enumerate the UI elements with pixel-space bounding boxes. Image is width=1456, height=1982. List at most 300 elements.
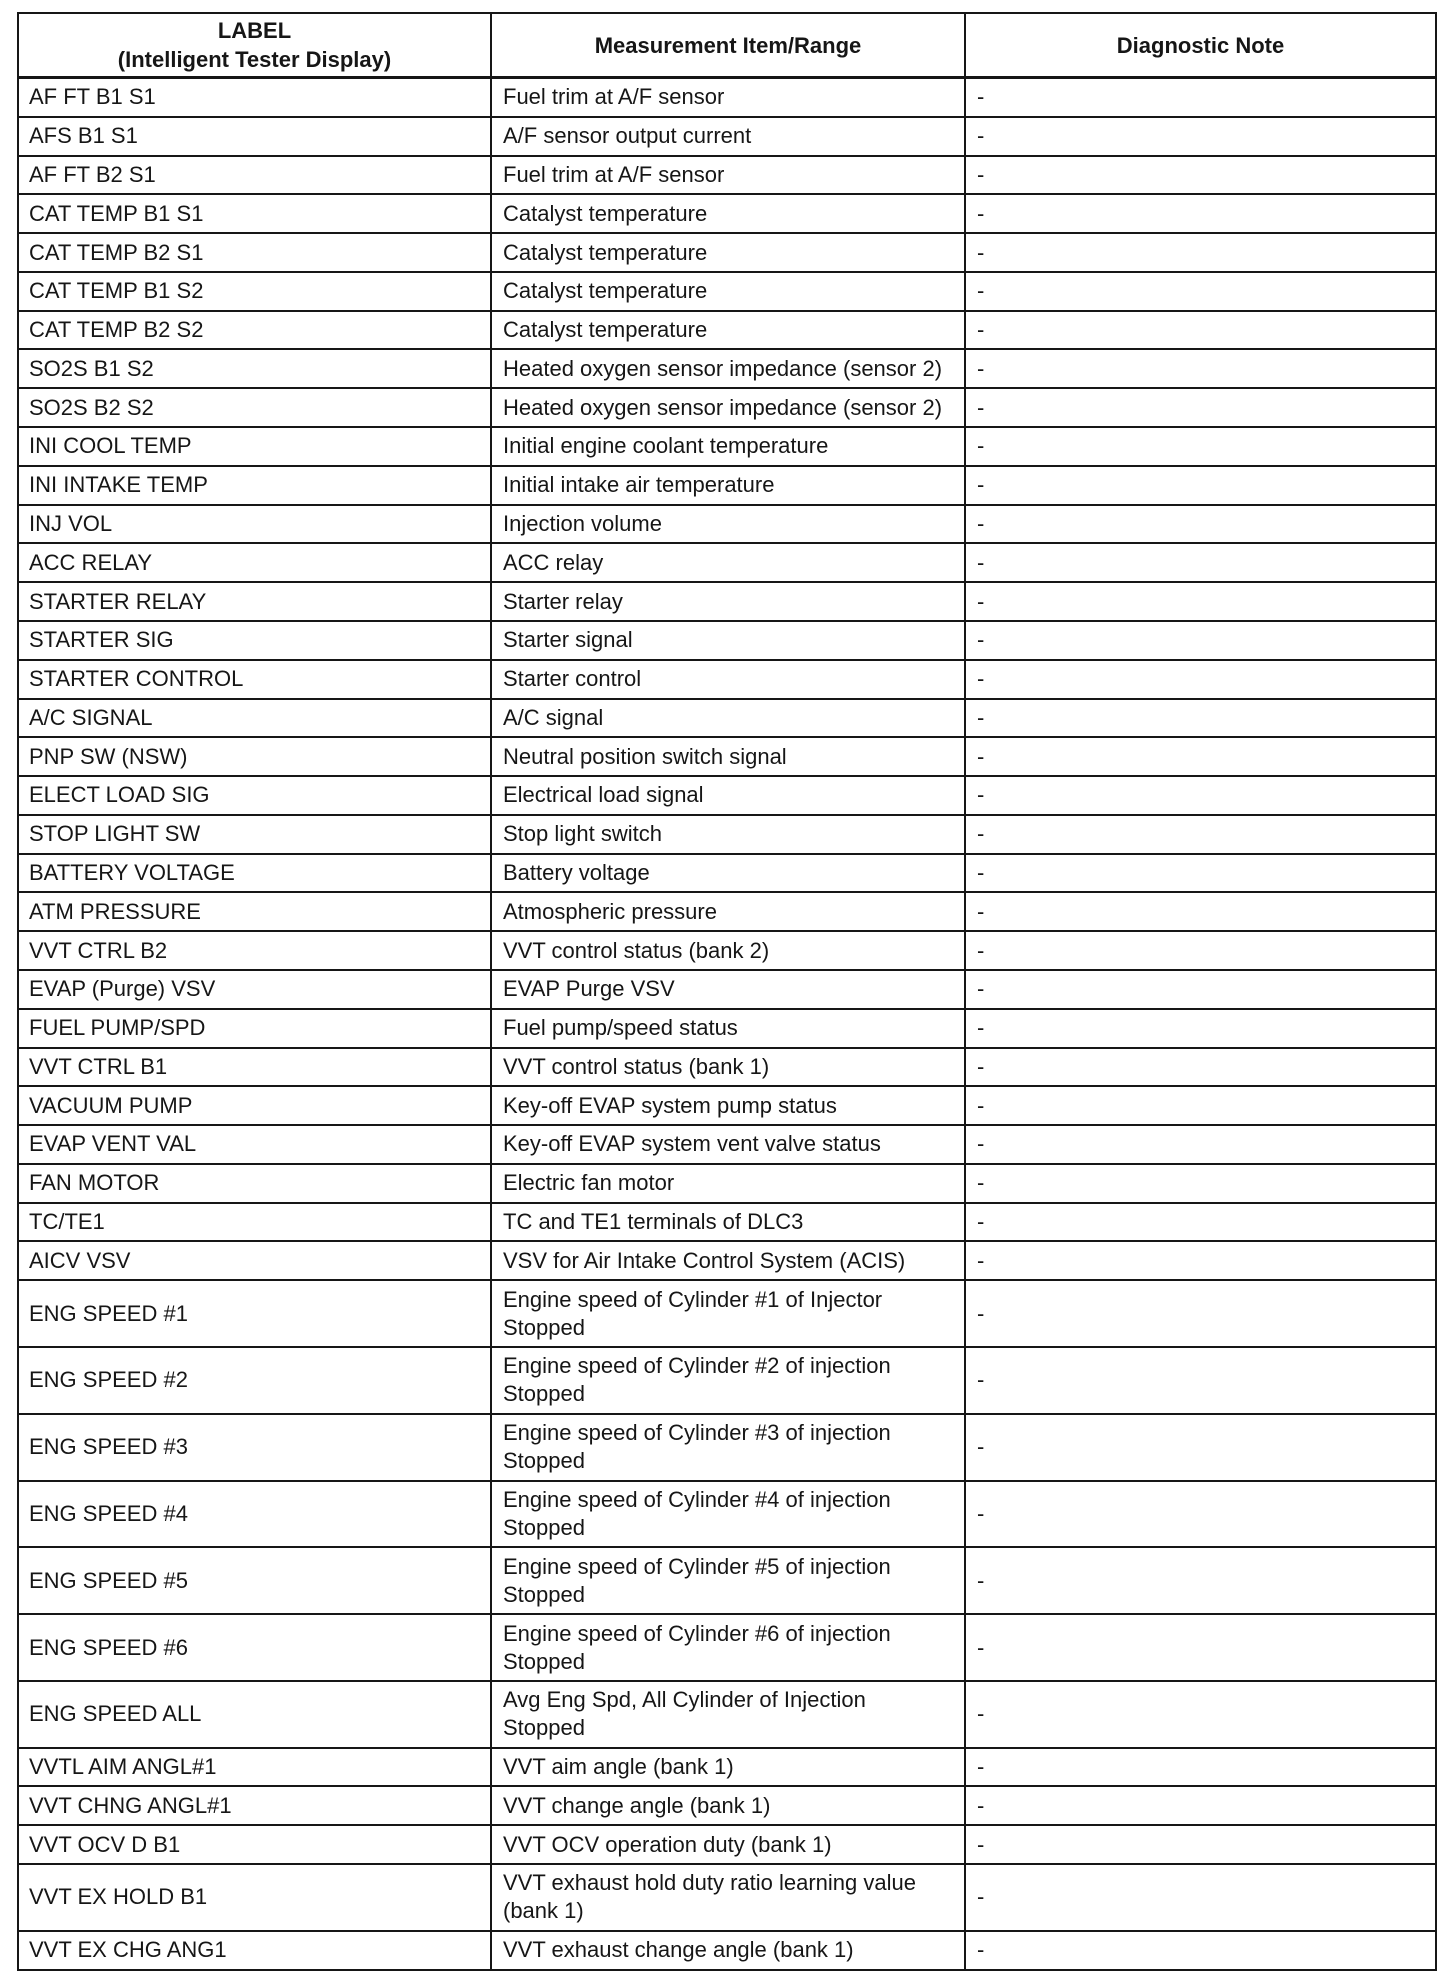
- table-header-row: [19, 14, 1435, 79]
- row-measurement-item: Heated oxygen sensor impedance (sensor 2): [503, 394, 943, 420]
- row-measurement-item-cell: [492, 816, 966, 853]
- row-measurement-item-cell: [492, 467, 966, 504]
- row-diagnostic-note-cell: [966, 467, 1435, 504]
- row-measurement-item: ACC relay: [503, 549, 604, 575]
- row-label-cell: [19, 1826, 492, 1863]
- row-label-cell: [19, 893, 492, 930]
- header-label: [118, 16, 391, 74]
- table-row: [19, 777, 1435, 816]
- table-row: [19, 1615, 1435, 1682]
- row-diagnostic-note-cell: [966, 893, 1435, 930]
- row-diagnostic-note: -: [977, 1209, 985, 1235]
- row-diagnostic-note: -: [977, 1792, 985, 1818]
- row-label: TC/TE1: [29, 1209, 105, 1235]
- row-diagnostic-note-cell: [966, 273, 1435, 310]
- row-label-cell: [19, 1087, 492, 1124]
- row-label-cell: [19, 1242, 492, 1279]
- row-label: STARTER CONTROL: [29, 666, 244, 692]
- row-measurement-item: Starter relay: [503, 588, 623, 614]
- row-diagnostic-note: -: [977, 666, 985, 692]
- table-row: [19, 1415, 1435, 1482]
- table-row: [19, 661, 1435, 700]
- row-measurement-item: Starter signal: [503, 627, 633, 653]
- row-diagnostic-note-cell: [966, 661, 1435, 698]
- row-diagnostic-note: -: [977, 1634, 985, 1660]
- row-diagnostic-note: -: [977, 627, 985, 653]
- table-row: [19, 738, 1435, 777]
- table-row: [19, 1242, 1435, 1281]
- row-label: FUEL PUMP/SPD: [29, 1015, 206, 1041]
- table-row: [19, 1548, 1435, 1615]
- row-measurement-item-cell: [492, 1165, 966, 1202]
- row-measurement-item: VVT change angle (bank 1): [503, 1792, 771, 1818]
- row-measurement-item: TC and TE1 terminals of DLC3: [503, 1209, 804, 1235]
- row-label-cell: [19, 583, 492, 620]
- table-row: [19, 1865, 1435, 1932]
- row-measurement-item-cell: [492, 195, 966, 232]
- row-diagnostic-note: -: [977, 394, 985, 420]
- row-diagnostic-note: -: [977, 1300, 985, 1326]
- row-measurement-item-cell: [492, 1126, 966, 1163]
- row-diagnostic-note-cell: [966, 1126, 1435, 1163]
- row-measurement-item-cell: [492, 1749, 966, 1786]
- row-diagnostic-note: -: [977, 821, 985, 847]
- row-diagnostic-note: -: [977, 239, 985, 265]
- row-label-cell: [19, 1787, 492, 1824]
- row-label-cell: [19, 389, 492, 426]
- row-label-cell: [19, 1615, 492, 1680]
- row-label-cell: [19, 1126, 492, 1163]
- row-label-cell: [19, 1204, 492, 1241]
- row-label-cell: [19, 1865, 492, 1930]
- row-diagnostic-note: -: [977, 1500, 985, 1526]
- row-measurement-item: Engine speed of Cylinder #4 of injection Stopped: [503, 1486, 891, 1540]
- row-diagnostic-note-cell: [966, 738, 1435, 775]
- row-label-cell: [19, 1049, 492, 1086]
- table-row: [19, 1087, 1435, 1126]
- row-measurement-item: VVT OCV operation duty (bank 1): [503, 1831, 832, 1857]
- table-row: [19, 389, 1435, 428]
- table-row: [19, 1482, 1435, 1549]
- row-measurement-item-cell: [492, 855, 966, 892]
- row-diagnostic-note-cell: [966, 1826, 1435, 1863]
- row-label: VVT EX CHG ANG1: [29, 1937, 227, 1963]
- row-label-cell: [19, 971, 492, 1008]
- row-diagnostic-note: -: [977, 782, 985, 808]
- row-diagnostic-note: -: [977, 278, 985, 304]
- row-diagnostic-note-cell: [966, 777, 1435, 814]
- row-measurement-item-cell: [492, 1348, 966, 1413]
- row-diagnostic-note: -: [977, 976, 985, 1002]
- row-label-cell: [19, 1348, 492, 1413]
- row-label: ENG SPEED #5: [29, 1567, 188, 1593]
- row-label: EVAP VENT VAL: [29, 1131, 197, 1157]
- row-measurement-item: Injection volume: [503, 510, 662, 536]
- row-label-cell: [19, 157, 492, 194]
- row-label: INI INTAKE TEMP: [29, 472, 208, 498]
- row-measurement-item-cell: [492, 1932, 966, 1969]
- row-diagnostic-note: -: [977, 433, 985, 459]
- row-measurement-item: Initial engine coolant temperature: [503, 433, 829, 459]
- row-measurement-item: Catalyst temperature: [503, 278, 708, 304]
- row-label-cell: [19, 506, 492, 543]
- row-label: VVT CHNG ANGL#1: [29, 1792, 232, 1818]
- header-measurement-cell: [492, 14, 966, 76]
- row-measurement-item-cell: [492, 544, 966, 581]
- row-diagnostic-note-cell: [966, 79, 1435, 116]
- row-diagnostic-note: -: [977, 1831, 985, 1857]
- table-row: [19, 816, 1435, 855]
- row-label-cell: [19, 1749, 492, 1786]
- row-measurement-item-cell: [492, 79, 966, 116]
- row-diagnostic-note: -: [977, 161, 985, 187]
- row-measurement-item-cell: [492, 661, 966, 698]
- row-measurement-item-cell: [492, 273, 966, 310]
- row-measurement-item-cell: [492, 1010, 966, 1047]
- table-row: [19, 79, 1435, 118]
- row-measurement-item: VSV for Air Intake Control System (ACIS): [503, 1247, 906, 1273]
- row-diagnostic-note-cell: [966, 1548, 1435, 1613]
- row-label-cell: [19, 234, 492, 271]
- row-label: CAT TEMP B1 S1: [29, 200, 204, 226]
- table-row: [19, 428, 1435, 467]
- row-label: VVTL AIM ANGL#1: [29, 1754, 217, 1780]
- row-diagnostic-note-cell: [966, 506, 1435, 543]
- header-diagnostic-note: Diagnostic Note: [1116, 32, 1285, 58]
- row-measurement-item-cell: [492, 157, 966, 194]
- table-row: [19, 1348, 1435, 1415]
- row-diagnostic-note: -: [977, 860, 985, 886]
- row-measurement-item: Key-off EVAP system vent valve status: [503, 1131, 881, 1157]
- row-measurement-item-cell: [492, 350, 966, 387]
- table-row: [19, 157, 1435, 196]
- row-diagnostic-note: -: [977, 1937, 985, 1963]
- row-diagnostic-note-cell: [966, 1010, 1435, 1047]
- row-label: A/C SIGNAL: [29, 704, 153, 730]
- row-measurement-item: VVT exhaust change angle (bank 1): [503, 1937, 854, 1963]
- row-label: SO2S B2 S2: [29, 394, 154, 420]
- row-label: EVAP (Purge) VSV: [29, 976, 216, 1002]
- row-diagnostic-note: -: [977, 549, 985, 575]
- row-diagnostic-note: -: [977, 510, 985, 536]
- row-measurement-item: Engine speed of Cylinder #6 of injection Stopped: [503, 1620, 891, 1674]
- row-diagnostic-note: -: [977, 1754, 985, 1780]
- row-label: VVT OCV D B1: [29, 1831, 181, 1857]
- table-row: [19, 195, 1435, 234]
- row-label: AICV VSV: [29, 1247, 131, 1273]
- row-diagnostic-note: -: [977, 1170, 985, 1196]
- row-label-cell: [19, 544, 492, 581]
- header-measurement: Measurement Item/Range: [594, 32, 862, 58]
- row-measurement-item-cell: [492, 1242, 966, 1279]
- row-measurement-item: Fuel trim at A/F sensor: [503, 84, 725, 110]
- row-label: CAT TEMP B1 S2: [29, 278, 204, 304]
- row-measurement-item-cell: [492, 1482, 966, 1547]
- row-diagnostic-note-cell: [966, 1615, 1435, 1680]
- row-measurement-item-cell: [492, 1682, 966, 1747]
- row-measurement-item: Engine speed of Cylinder #1 of Injector Stopped: [503, 1286, 883, 1340]
- row-diagnostic-note: -: [977, 1053, 985, 1079]
- table-row: [19, 622, 1435, 661]
- row-label-cell: [19, 1932, 492, 1969]
- row-measurement-item: Catalyst temperature: [503, 200, 708, 226]
- row-diagnostic-note: -: [977, 355, 985, 381]
- row-diagnostic-note-cell: [966, 1204, 1435, 1241]
- table-row: [19, 971, 1435, 1010]
- row-diagnostic-note-cell: [966, 1865, 1435, 1930]
- row-diagnostic-note: -: [977, 743, 985, 769]
- row-label-cell: [19, 428, 492, 465]
- row-measurement-item-cell: [492, 738, 966, 775]
- row-label: CAT TEMP B2 S2: [29, 317, 204, 343]
- row-diagnostic-note-cell: [966, 1932, 1435, 1969]
- row-label-cell: [19, 622, 492, 659]
- table-row: [19, 467, 1435, 506]
- row-label-cell: [19, 1482, 492, 1547]
- row-label-cell: [19, 273, 492, 310]
- table-row: [19, 1281, 1435, 1348]
- row-diagnostic-note: -: [977, 898, 985, 924]
- row-label-cell: [19, 661, 492, 698]
- row-measurement-item-cell: [492, 1281, 966, 1346]
- row-diagnostic-note-cell: [966, 1165, 1435, 1202]
- row-diagnostic-note-cell: [966, 350, 1435, 387]
- row-label: ENG SPEED #1: [29, 1300, 188, 1326]
- row-label-cell: [19, 816, 492, 853]
- header-diagnostic-note-cell: [966, 14, 1435, 76]
- row-measurement-item-cell: [492, 389, 966, 426]
- row-measurement-item-cell: [492, 583, 966, 620]
- row-label-cell: [19, 195, 492, 232]
- row-label-cell: [19, 1281, 492, 1346]
- row-diagnostic-note: -: [977, 200, 985, 226]
- row-label: SO2S B1 S2: [29, 355, 154, 381]
- row-diagnostic-note-cell: [966, 1787, 1435, 1824]
- table-row: [19, 700, 1435, 739]
- row-label: VVT EX HOLD B1: [29, 1884, 208, 1910]
- row-label: AF FT B2 S1: [29, 161, 156, 187]
- row-label: ENG SPEED ALL: [29, 1701, 202, 1727]
- row-measurement-item-cell: [492, 1865, 966, 1930]
- row-diagnostic-note-cell: [966, 1482, 1435, 1547]
- table-row: [19, 1787, 1435, 1826]
- row-measurement-item: Engine speed of Cylinder #3 of injection Stopped: [503, 1420, 891, 1474]
- row-label-cell: [19, 1010, 492, 1047]
- table-row: [19, 350, 1435, 389]
- table-row: [19, 273, 1435, 312]
- row-label: CAT TEMP B2 S1: [29, 239, 204, 265]
- row-diagnostic-note: -: [977, 1367, 985, 1393]
- row-label: STARTER RELAY: [29, 588, 207, 614]
- row-measurement-item: Fuel pump/speed status: [503, 1015, 738, 1041]
- tester-data-table: [17, 12, 1437, 1971]
- table-row: [19, 1204, 1435, 1243]
- row-measurement-item-cell: [492, 1204, 966, 1241]
- table-row: [19, 932, 1435, 971]
- row-measurement-item: Atmospheric pressure: [503, 898, 717, 924]
- row-diagnostic-note-cell: [966, 1049, 1435, 1086]
- row-diagnostic-note: -: [977, 472, 985, 498]
- row-measurement-item: Neutral position switch signal: [503, 743, 787, 769]
- row-diagnostic-note-cell: [966, 195, 1435, 232]
- row-label-cell: [19, 1548, 492, 1613]
- row-label: AFS B1 S1: [29, 123, 138, 149]
- row-measurement-item-cell: [492, 312, 966, 349]
- row-diagnostic-note: -: [977, 1247, 985, 1273]
- table-row: [19, 1749, 1435, 1788]
- row-label-cell: [19, 855, 492, 892]
- header-label-cell: [19, 14, 492, 76]
- row-diagnostic-note: -: [977, 1567, 985, 1593]
- row-measurement-item: VVT control status (bank 1): [503, 1053, 770, 1079]
- row-label: ENG SPEED #6: [29, 1634, 188, 1660]
- row-label-cell: [19, 777, 492, 814]
- row-measurement-item-cell: [492, 118, 966, 155]
- row-label: STARTER SIG: [29, 627, 174, 653]
- table-row: [19, 506, 1435, 545]
- row-diagnostic-note: -: [977, 1015, 985, 1041]
- row-diagnostic-note: -: [977, 937, 985, 963]
- row-diagnostic-note: -: [977, 1701, 985, 1727]
- row-diagnostic-note-cell: [966, 622, 1435, 659]
- row-label: ELECT LOAD SIG: [29, 782, 210, 808]
- row-diagnostic-note-cell: [966, 1281, 1435, 1346]
- table-row: [19, 312, 1435, 351]
- row-diagnostic-note-cell: [966, 234, 1435, 271]
- table-row: [19, 1049, 1435, 1088]
- row-diagnostic-note-cell: [966, 932, 1435, 969]
- row-diagnostic-note-cell: [966, 544, 1435, 581]
- table-row: [19, 855, 1435, 894]
- row-label: VVT CTRL B1: [29, 1053, 168, 1079]
- row-label: VACUUM PUMP: [29, 1092, 193, 1118]
- row-measurement-item: Engine speed of Cylinder #2 of injection Stopped: [503, 1353, 891, 1407]
- row-measurement-item: VVT control status (bank 2): [503, 937, 770, 963]
- row-measurement-item: EVAP Purge VSV: [503, 976, 675, 1002]
- row-diagnostic-note: -: [977, 1092, 985, 1118]
- table-row: [19, 1126, 1435, 1165]
- row-measurement-item-cell: [492, 932, 966, 969]
- row-label-cell: [19, 1415, 492, 1480]
- row-diagnostic-note: -: [977, 1884, 985, 1910]
- row-measurement-item: A/C signal: [503, 704, 604, 730]
- row-measurement-item-cell: [492, 1415, 966, 1480]
- row-diagnostic-note-cell: [966, 118, 1435, 155]
- row-diagnostic-note: -: [977, 704, 985, 730]
- row-diagnostic-note-cell: [966, 428, 1435, 465]
- row-label: STOP LIGHT SW: [29, 821, 201, 847]
- row-diagnostic-note-cell: [966, 312, 1435, 349]
- row-diagnostic-note-cell: [966, 1087, 1435, 1124]
- row-diagnostic-note-cell: [966, 1415, 1435, 1480]
- row-diagnostic-note-cell: [966, 1348, 1435, 1413]
- row-measurement-item-cell: [492, 1826, 966, 1863]
- row-measurement-item: Catalyst temperature: [503, 239, 708, 265]
- table-row: [19, 1682, 1435, 1749]
- row-label-cell: [19, 312, 492, 349]
- row-diagnostic-note: -: [977, 317, 985, 343]
- row-measurement-item-cell: [492, 506, 966, 543]
- header-label-title: LABEL: [217, 18, 292, 43]
- row-label-cell: [19, 350, 492, 387]
- row-label: ACC RELAY: [29, 549, 153, 575]
- row-diagnostic-note: -: [977, 123, 985, 149]
- table-row: [19, 893, 1435, 932]
- row-measurement-item-cell: [492, 1049, 966, 1086]
- row-label-cell: [19, 118, 492, 155]
- row-label: AF FT B1 S1: [29, 84, 156, 110]
- row-label: ATM PRESSURE: [29, 898, 201, 924]
- row-measurement-item-cell: [492, 971, 966, 1008]
- row-diagnostic-note-cell: [966, 157, 1435, 194]
- row-label-cell: [19, 700, 492, 737]
- row-diagnostic-note-cell: [966, 1682, 1435, 1747]
- row-diagnostic-note: -: [977, 588, 985, 614]
- row-measurement-item: Initial intake air temperature: [503, 472, 775, 498]
- table-row: [19, 1010, 1435, 1049]
- row-diagnostic-note-cell: [966, 855, 1435, 892]
- row-label: ENG SPEED #4: [29, 1500, 188, 1526]
- row-diagnostic-note-cell: [966, 583, 1435, 620]
- table-row: [19, 234, 1435, 273]
- row-measurement-item-cell: [492, 777, 966, 814]
- table-row: [19, 1932, 1435, 1969]
- row-measurement-item-cell: [492, 700, 966, 737]
- row-label-cell: [19, 738, 492, 775]
- row-measurement-item: Electrical load signal: [503, 782, 704, 808]
- row-label: ENG SPEED #2: [29, 1367, 188, 1393]
- row-measurement-item: A/F sensor output current: [503, 123, 752, 149]
- row-measurement-item: Engine speed of Cylinder #5 of injection Stopped: [503, 1553, 891, 1607]
- table-row: [19, 583, 1435, 622]
- row-diagnostic-note: -: [977, 84, 985, 110]
- row-measurement-item: Heated oxygen sensor impedance (sensor 2): [503, 355, 943, 381]
- row-label-cell: [19, 79, 492, 116]
- row-diagnostic-note-cell: [966, 816, 1435, 853]
- row-measurement-item-cell: [492, 234, 966, 271]
- row-measurement-item: Avg Eng Spd, All Cylinder of Injection Stopped: [503, 1687, 866, 1741]
- row-label-cell: [19, 932, 492, 969]
- row-measurement-item-cell: [492, 428, 966, 465]
- row-diagnostic-note: -: [977, 1434, 985, 1460]
- row-measurement-item-cell: [492, 1787, 966, 1824]
- row-measurement-item: VVT exhaust hold duty ratio learning value (bank 1): [503, 1870, 916, 1924]
- row-diagnostic-note-cell: [966, 389, 1435, 426]
- row-measurement-item: Key-off EVAP system pump status: [503, 1092, 837, 1118]
- row-diagnostic-note-cell: [966, 700, 1435, 737]
- row-diagnostic-note: -: [977, 1131, 985, 1157]
- row-measurement-item: Stop light switch: [503, 821, 662, 847]
- row-label: BATTERY VOLTAGE: [29, 860, 235, 886]
- row-diagnostic-note-cell: [966, 971, 1435, 1008]
- row-label: INI COOL TEMP: [29, 433, 192, 459]
- row-measurement-item-cell: [492, 1615, 966, 1680]
- table-row: [19, 1165, 1435, 1204]
- row-label-cell: [19, 1682, 492, 1747]
- row-measurement-item: Fuel trim at A/F sensor: [503, 161, 725, 187]
- row-label-cell: [19, 1165, 492, 1202]
- row-label: PNP SW (NSW): [29, 743, 188, 769]
- row-measurement-item-cell: [492, 1087, 966, 1124]
- row-label-cell: [19, 467, 492, 504]
- table-row: [19, 118, 1435, 157]
- row-label: FAN MOTOR: [29, 1170, 160, 1196]
- row-measurement-item: VVT aim angle (bank 1): [503, 1754, 734, 1780]
- row-diagnostic-note-cell: [966, 1749, 1435, 1786]
- row-measurement-item-cell: [492, 622, 966, 659]
- table-row: [19, 1826, 1435, 1865]
- header-label-subtitle: (Intelligent Tester Display): [117, 47, 392, 72]
